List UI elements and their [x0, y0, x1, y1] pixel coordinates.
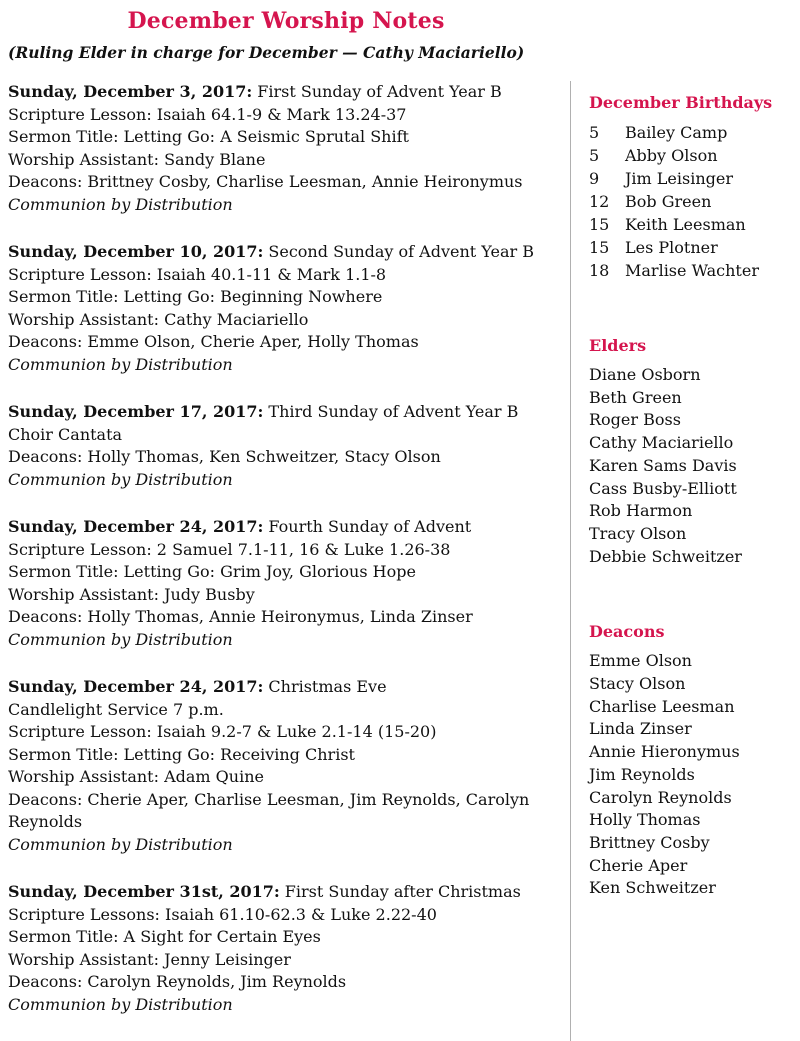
two-column-layout [8, 81, 800, 1041]
choir-cantata-line: Choir Cantata [8, 424, 123, 444]
deacon-name: Emme Olson [589, 651, 692, 671]
deacons-section [589, 620, 796, 900]
birthday-row [589, 144, 796, 167]
birthday-name: Jim Leisinger [625, 169, 733, 188]
sermon-title: Sermon Title: Letting Go: Beginning Nowhere [8, 287, 383, 306]
sermon-title: Sermon Title: Letting Go: A Seismic Sprutal Shift [8, 127, 409, 146]
service-entry-christmas-eve [8, 676, 556, 856]
elder-name: Karen Sams Davis [589, 455, 737, 475]
elder-name: Cathy Maciariello [589, 433, 734, 453]
scripture-lesson: Scripture Lesson: Isaiah 40.1-11 & Mark 1.1-8 [8, 264, 387, 284]
worship-assistant: Worship Assistant: Adam Quine [8, 767, 264, 786]
communion-note: Communion by Distribution [8, 469, 233, 489]
birthday-day: 18 [589, 261, 610, 280]
deacon-name: Charlise Leesman [589, 696, 735, 716]
birthday-row [589, 213, 796, 236]
service-entry-dec-10 [8, 241, 556, 376]
birthday-row [589, 121, 796, 144]
service-date: Sunday, December 31st, 2017: [8, 882, 280, 901]
scripture-lesson: Scripture Lessons: Isaiah 61.10-62.3 & Luke 2.22-40 [8, 904, 437, 924]
service-date-line [8, 516, 556, 539]
elder-name: Tracy Olson [589, 523, 687, 543]
birthday-row [589, 236, 796, 259]
service-date-line [8, 401, 556, 424]
elder-name: Beth Green [589, 387, 682, 407]
service-date-line [8, 81, 556, 104]
deacon-name: Holly Thomas [589, 810, 701, 830]
sermon-title: Sermon Title: Letting Go: Receiving Christ [8, 744, 355, 764]
communion-note: Communion by Distribution [8, 834, 233, 854]
scripture-lesson: Scripture Lesson: Isaiah 64.1-9 & Mark 13.24-37 [8, 104, 407, 124]
elders-section [589, 334, 796, 568]
birthday-day: 9 [589, 169, 600, 188]
service-date-line [8, 881, 556, 904]
birthday-day: 5 [589, 146, 600, 165]
sermon-title: Sermon Title: A Sight for Certain Eyes [8, 927, 321, 946]
worship-notes-column [8, 81, 570, 1041]
elder-name: Diane Osborn [589, 365, 701, 384]
birthday-day: 5 [589, 123, 600, 142]
deacons-line: Deacons: Cherie Aper, Charlise Leesman, Jim Reynolds, Carolyn Reynolds [8, 789, 530, 831]
scripture-lesson: Scripture Lesson: Isaiah 9.2-7 & Luke 2.1-14 (15-20) [8, 722, 437, 741]
deacon-name: Cherie Aper [589, 855, 688, 875]
service-date-line [8, 676, 556, 699]
worship-assistant: Worship Assistant: Cathy Maciariello [8, 309, 309, 329]
deacon-name: Brittney Cosby [589, 832, 710, 852]
deacons-heading: Deacons [589, 622, 665, 642]
elder-name: Debbie Schweitzer [589, 546, 742, 566]
birthday-name: Marlise Wachter [625, 261, 759, 280]
ruling-elder-subtitle: (Ruling Elder in charge for December — Cathy Maciariello) [8, 43, 525, 62]
service-occasion: Second Sunday of Advent Year B [268, 242, 534, 261]
candlelight-service-line: Candlelight Service 7 p.m. [8, 699, 224, 719]
service-date: Sunday, December 3, 2017: [8, 82, 253, 101]
service-date: Sunday, December 17, 2017: [8, 402, 264, 421]
deacon-name: Linda Zinser [589, 719, 692, 739]
service-occasion: Third Sunday of Advent Year B [268, 402, 519, 421]
communion-note: Communion by Distribution [8, 994, 233, 1014]
communion-note: Communion by Distribution [8, 194, 233, 214]
communion-note: Communion by Distribution [8, 354, 233, 374]
sidebar-column [570, 81, 800, 1041]
deacon-name: Jim Reynolds [589, 764, 695, 784]
birthday-name: Keith Leesman [625, 215, 746, 234]
sermon-title: Sermon Title: Letting Go: Grim Joy, Glorious Hope [8, 562, 416, 581]
service-entry-dec-17 [8, 401, 556, 491]
birthday-name: Les Plotner [625, 238, 718, 257]
birthday-name: Abby Olson [625, 146, 718, 165]
deacon-name: Ken Schweitzer [589, 878, 716, 898]
service-occasion: Christmas Eve [268, 677, 387, 696]
birthday-day: 12 [589, 192, 610, 211]
deacons-line: Deacons: Carolyn Reynolds, Jim Reynolds [8, 972, 347, 991]
birthday-name: Bailey Camp [625, 123, 728, 142]
deacons-line: Deacons: Holly Thomas, Annie Heironymus, Linda Zinser [8, 607, 473, 626]
birthday-day: 15 [589, 215, 610, 234]
elder-name: Cass Busby-Elliott [589, 478, 737, 498]
birthday-name: Bob Green [625, 192, 712, 211]
worship-assistant: Worship Assistant: Judy Busby [8, 584, 255, 604]
deacons-line: Deacons: Brittney Cosby, Charlise Leesman, Annie Heironymus [8, 172, 523, 191]
deacons-line: Deacons: Emme Olson, Cherie Aper, Holly Thomas [8, 332, 419, 351]
page-title: December Worship Notes [127, 8, 445, 34]
birthday-day: 15 [589, 238, 610, 257]
deacon-name: Stacy Olson [589, 674, 686, 694]
service-occasion: First Sunday of Advent Year B [257, 82, 502, 101]
service-entry-dec-24-morning [8, 516, 556, 651]
service-date: Sunday, December 24, 2017: [8, 677, 264, 696]
service-entry-dec-3 [8, 81, 556, 216]
elders-heading: Elders [589, 336, 647, 355]
service-date: Sunday, December 24, 2017: [8, 517, 264, 536]
birthdays-heading: December Birthdays [589, 93, 773, 112]
birthday-row [589, 259, 796, 282]
elder-name: Rob Harmon [589, 501, 693, 521]
deacons-line: Deacons: Holly Thomas, Ken Schweitzer, Stacy Olson [8, 447, 441, 466]
december-birthdays-section [589, 91, 796, 282]
deacon-name: Annie Hieronymus [589, 742, 740, 762]
service-occasion: First Sunday after Christmas [284, 882, 521, 901]
service-occasion: Fourth Sunday of Advent [268, 517, 472, 536]
communion-note: Communion by Distribution [8, 629, 233, 649]
birthday-row [589, 190, 796, 213]
service-entry-dec-31 [8, 881, 556, 1016]
elder-name: Roger Boss [589, 410, 681, 430]
worship-assistant: Worship Assistant: Jenny Leisinger [8, 949, 291, 969]
deacon-name: Carolyn Reynolds [589, 787, 732, 807]
birthday-row [589, 167, 796, 190]
service-date: Sunday, December 10, 2017: [8, 242, 264, 261]
worship-assistant: Worship Assistant: Sandy Blane [8, 149, 266, 169]
scripture-lesson: Scripture Lesson: 2 Samuel 7.1-11, 16 & Luke 1.26-38 [8, 539, 451, 559]
service-date-line [8, 241, 556, 264]
